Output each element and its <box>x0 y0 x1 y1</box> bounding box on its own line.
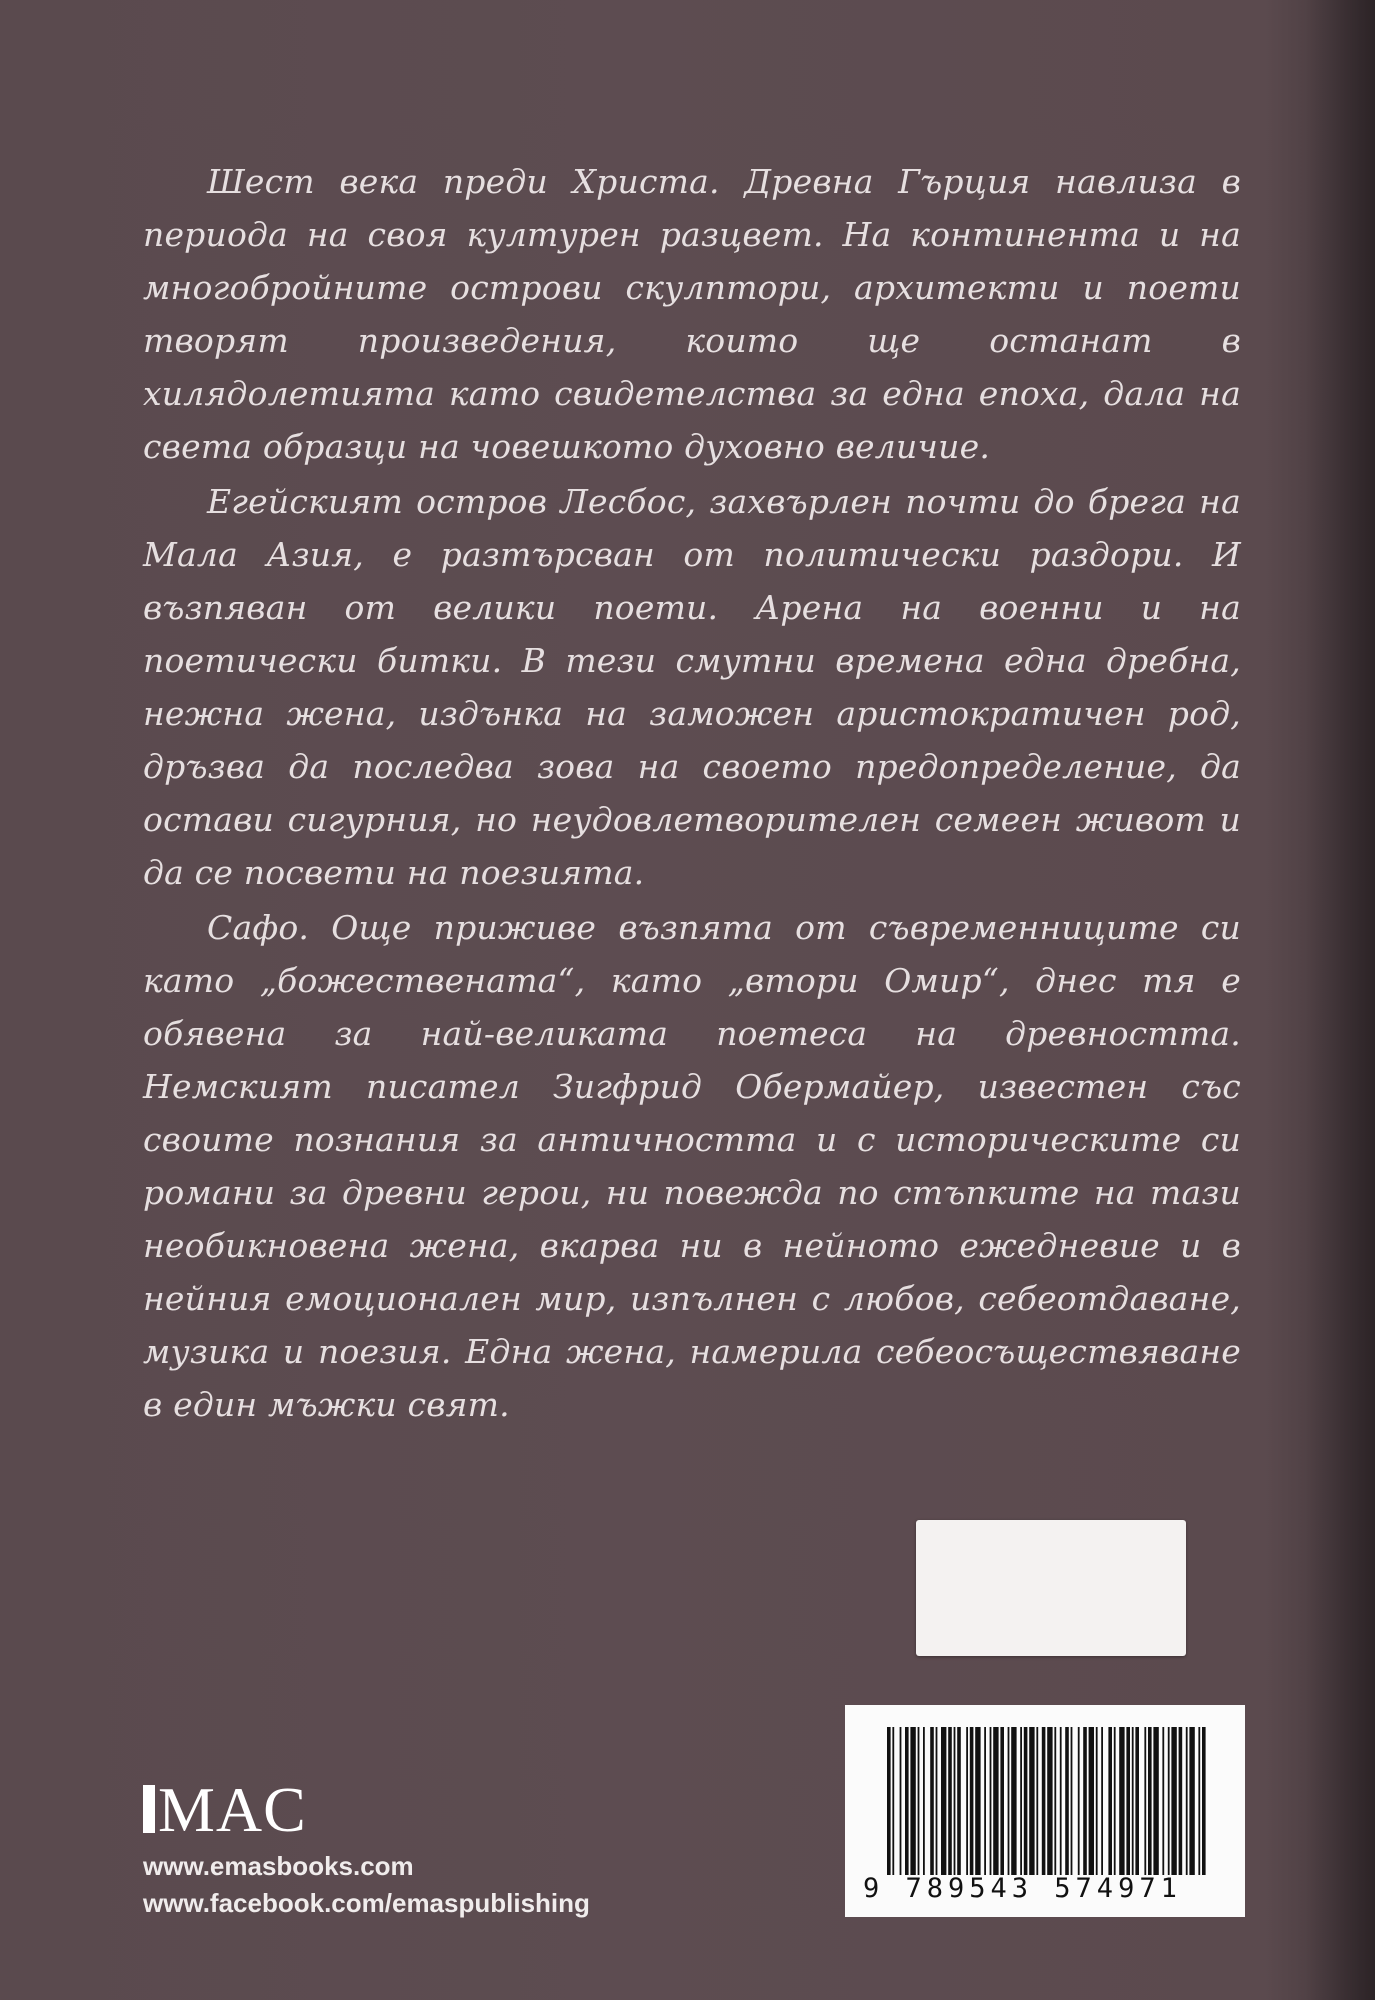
blurb-paragraph-3: Сафо. Още приживе възпята от съвременниците си като „божествената“, като „втори Омир“, днес тя е обявена за най-великата поетеса на древността. Немският писател Зигфрид Обермайер, известен със своите познания за античността и с историческите си романи за древни герои, ни повежда по стъпките на тази необикновена жена, вкарва ни в нейното ежедневие и в нейния емоционален мир, изпълнен с любов, себеотдаване, музика и поезия. Една жена, намерила себеосъществяване в един мъжки свят. <box>143 908 1241 1424</box>
barcode-bar <box>993 1727 998 1875</box>
barcode-bar <box>975 1727 980 1875</box>
publisher-logo-text: MAC <box>158 1774 307 1845</box>
barcode-bar <box>1108 1727 1112 1875</box>
barcode-bar <box>910 1727 915 1875</box>
barcode-bar <box>941 1727 946 1875</box>
isbn-barcode <box>845 1705 1245 1917</box>
barcode-bar <box>923 1727 925 1875</box>
barcode-bar <box>1179 1727 1183 1875</box>
barcode-bar <box>984 1727 986 1875</box>
barcode-bar <box>936 1727 938 1875</box>
barcode-bar <box>1047 1727 1052 1875</box>
barcode-bar <box>1029 1727 1034 1875</box>
barcode-bar <box>1083 1727 1087 1875</box>
price-sticker <box>916 1520 1186 1656</box>
barcode-bar <box>887 1727 891 1875</box>
barcode-bar <box>1198 1727 1200 1875</box>
barcode-bar <box>970 1727 974 1875</box>
barcode-number: 9 789543 574971 <box>863 1873 1182 1904</box>
logo-mark-icon <box>143 1785 155 1833</box>
barcode-bar <box>1020 1727 1022 1875</box>
barcode-bar <box>966 1727 968 1875</box>
barcode-bar <box>990 1727 992 1875</box>
barcode-bar <box>1132 1727 1134 1875</box>
barcode-bar <box>1011 1727 1016 1875</box>
barcode-bar <box>1065 1727 1069 1875</box>
barcode-bar <box>948 1727 952 1875</box>
barcode-bars <box>887 1727 1207 1875</box>
barcode-bar <box>892 1727 894 1875</box>
barcode-bar <box>1135 1727 1139 1875</box>
barcode-bar <box>1171 1727 1176 1875</box>
barcode-bar <box>1148 1727 1152 1875</box>
barcode-bar <box>1071 1727 1073 1875</box>
barcode-bar <box>900 1727 902 1875</box>
barcode-bar <box>918 1727 920 1875</box>
publisher-logo <box>143 1774 307 1845</box>
barcode-bar <box>1119 1727 1124 1875</box>
barcode-bar <box>1024 1727 1028 1875</box>
barcode-bar <box>1000 1727 1004 1875</box>
barcode-bar <box>905 1727 909 1875</box>
blurb-paragraph-1: Шест века преди Христа. Древна Гърция навлиза в периода на своя културен разцвет. На континента и на многобройните острови скулптори, архитекти и поети творят произведения, които ще останат в хилядолетията като свидетелства за една епоха, дала на света образци на човешкото духовно величие. <box>143 162 1241 466</box>
blurb-text <box>143 155 1241 1433</box>
barcode-bar <box>1036 1727 1038 1875</box>
barcode-bar <box>1126 1727 1130 1875</box>
barcode-bar <box>1189 1727 1194 1875</box>
barcode-bar <box>1054 1727 1056 1875</box>
barcode-bar <box>954 1727 956 1875</box>
publisher-facebook: www.facebook.com/emaspublishing <box>143 1888 590 1918</box>
barcode-bar <box>1202 1727 1206 1875</box>
barcode-bar <box>1042 1727 1046 1875</box>
barcode-bar <box>1101 1727 1103 1875</box>
barcode-bar <box>1162 1727 1164 1875</box>
barcode-bar <box>1144 1727 1146 1875</box>
barcode-bar <box>1078 1727 1080 1875</box>
blurb-paragraph-2: Егейският остров Лесбос, захвърлен почти до брега на Мала Азия, е разтърсван от политически раздори. И възпяван от велики поети. Арена на военни и на поетически битки. В тези смутни времена една дребна, нежна жена, издънка на заможен аристократичен род, дръзва да последва зова на своето предопределение, да остави сигурния, но неудовлетворителен семеен живот и да се посвети на поезията. <box>143 482 1241 892</box>
barcode-bar <box>1008 1727 1010 1875</box>
publisher-website: www.emasbooks.com <box>143 1851 414 1881</box>
barcode-bar <box>1089 1727 1094 1875</box>
barcode-bar <box>1114 1727 1116 1875</box>
barcode-bar <box>1060 1727 1062 1875</box>
cover-edge-shadow <box>1305 0 1375 2000</box>
barcode-bar <box>957 1727 961 1875</box>
barcode-bar <box>1168 1727 1170 1875</box>
barcode-bar <box>1096 1727 1098 1875</box>
barcode-bar <box>1153 1727 1158 1875</box>
barcode-bar <box>1186 1727 1188 1875</box>
barcode-bar <box>930 1727 934 1875</box>
